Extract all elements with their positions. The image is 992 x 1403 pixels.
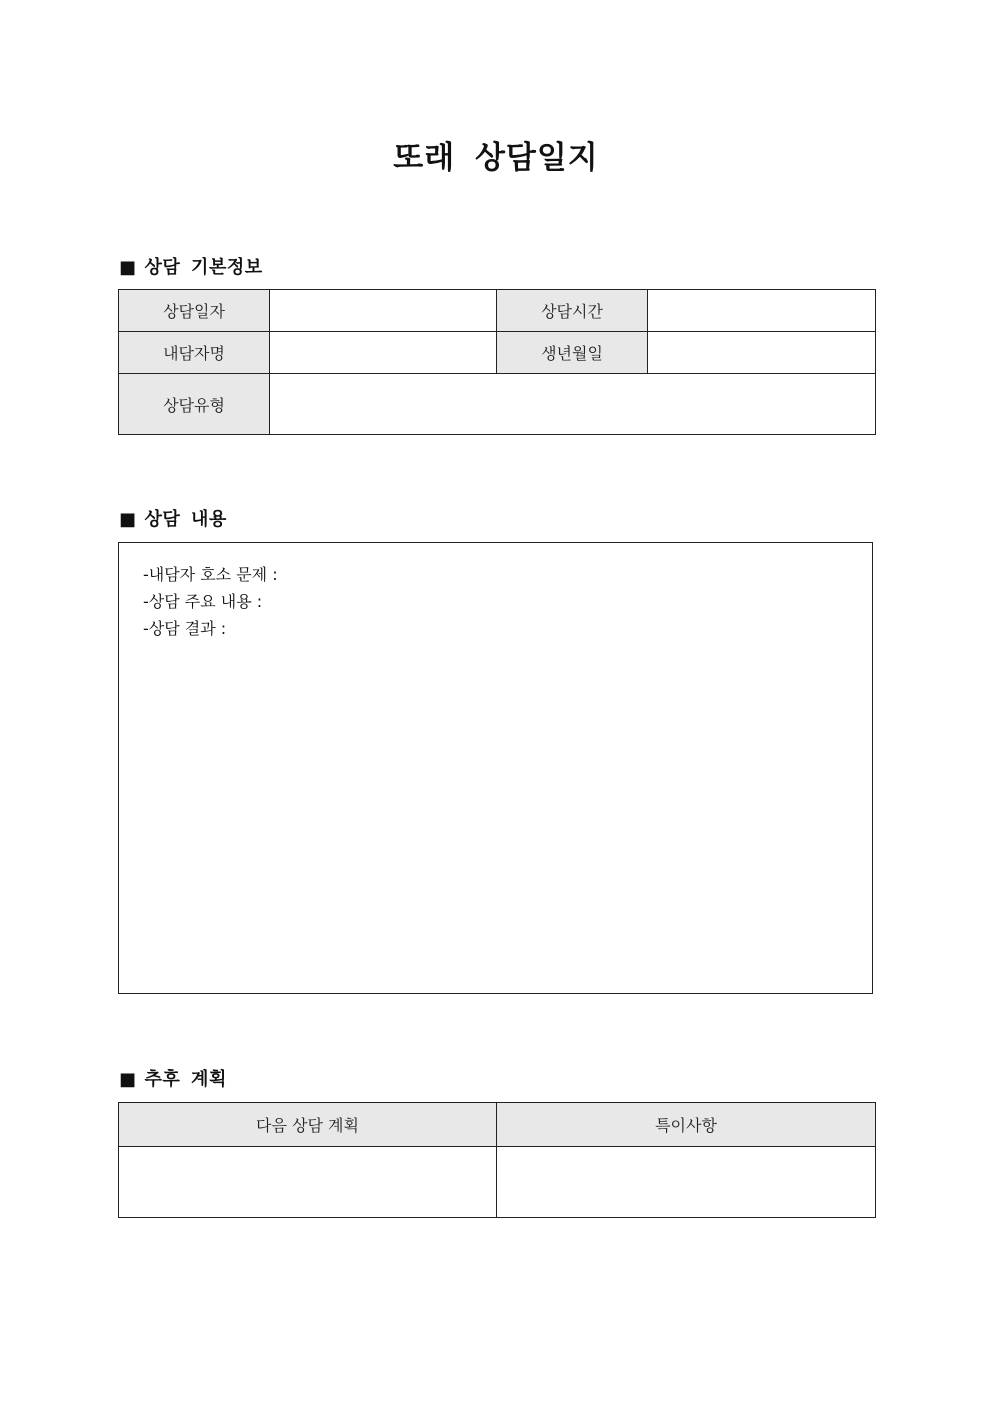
square-bullet-icon: ■ [119, 509, 137, 530]
label-client-name: 내담자명 [119, 332, 270, 374]
label-time: 상담시간 [497, 290, 648, 332]
label-date: 상담일자 [119, 290, 270, 332]
field-client-name[interactable] [270, 332, 497, 374]
field-date[interactable] [270, 290, 497, 332]
field-birth-date[interactable] [648, 332, 876, 374]
column-header-notes: 특이사항 [497, 1103, 876, 1147]
basic-info-table [118, 289, 876, 435]
section-title: 추후 계획 [144, 1069, 227, 1090]
square-bullet-icon: ■ [119, 257, 137, 278]
section-title: 상담 내용 [144, 509, 227, 530]
field-type[interactable] [270, 374, 876, 435]
square-bullet-icon: ■ [119, 1069, 137, 1090]
page-title: 또래 상담일지 [393, 140, 599, 176]
content-line-result: -상담 결과 : [143, 619, 227, 638]
follow-up-table [118, 1102, 876, 1218]
column-header-next-plan: 다음 상담 계획 [119, 1103, 497, 1147]
field-notes[interactable] [497, 1147, 876, 1218]
section-heading-basic-info [119, 253, 263, 279]
field-next-plan[interactable] [119, 1147, 497, 1218]
label-birth-date: 생년월일 [497, 332, 648, 374]
section-heading-content [119, 505, 227, 531]
section-title: 상담 기본정보 [144, 257, 263, 278]
content-line-main: -상담 주요 내용 : [143, 592, 263, 611]
field-time[interactable] [648, 290, 876, 332]
section-heading-follow-up [119, 1065, 227, 1091]
content-box[interactable] [118, 542, 873, 994]
content-line-complaint: -내담자 호소 문제 : [143, 565, 278, 584]
label-type: 상담유형 [119, 374, 270, 435]
